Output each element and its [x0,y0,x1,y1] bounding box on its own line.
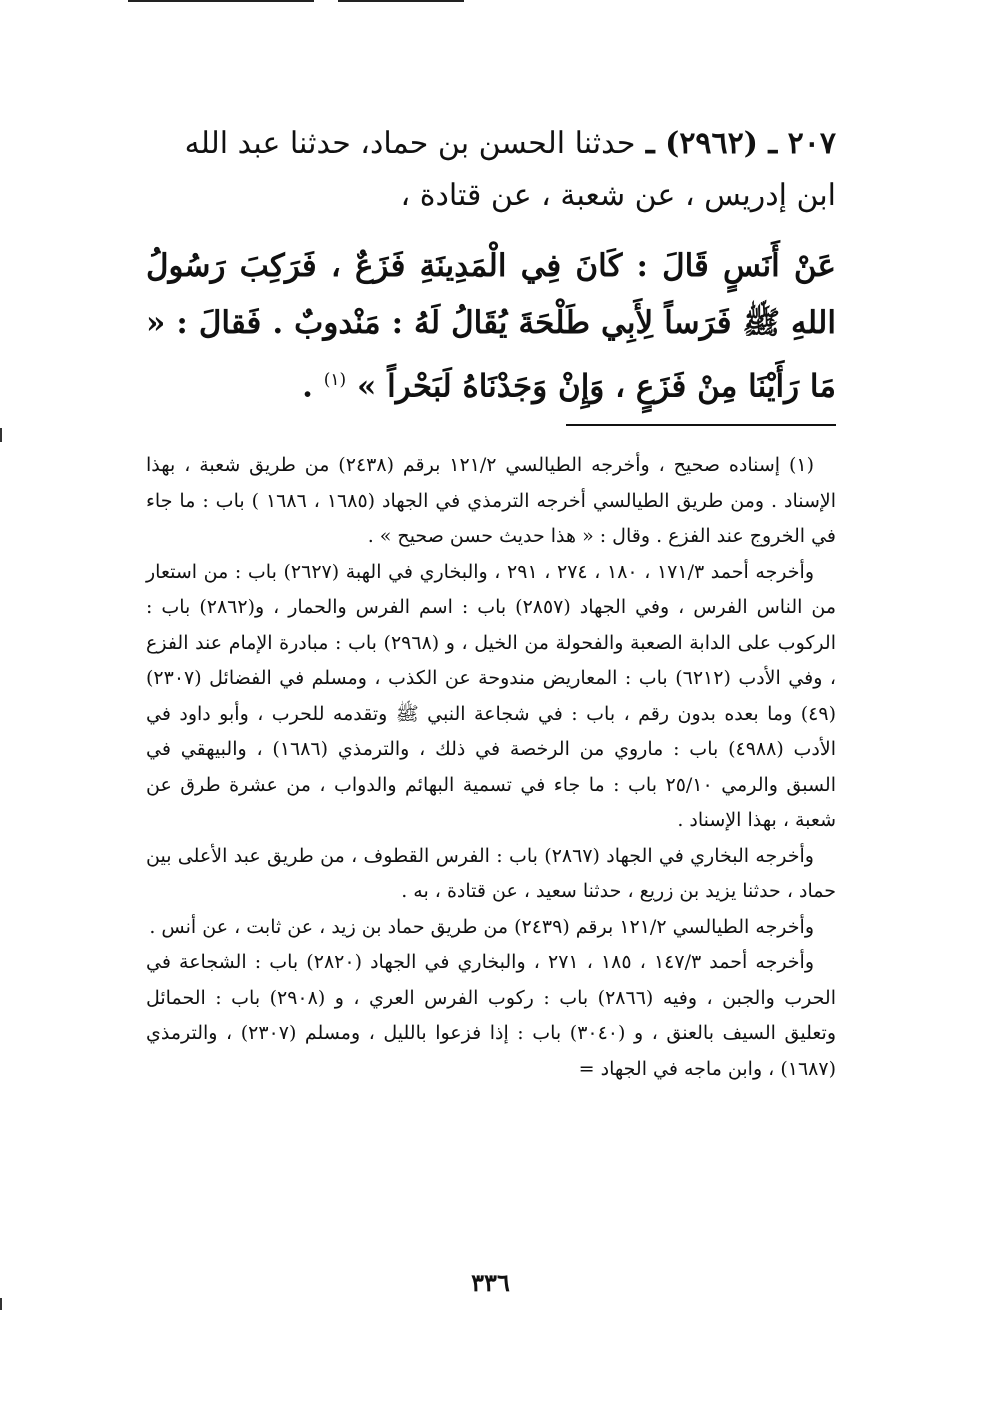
hadith-matn [146,238,836,415]
scan-margin-mark [0,1298,2,1310]
footnotes [146,448,836,1087]
page-number: ٣٣٦ [471,1268,510,1297]
matn-text: عَنْ أَنَسٍ قَالَ : كَانَ فِي الْمَدِينَةِ فَزَعٌ ، فَرَكِبَ رَسُولُ اللهِ ﷺ فَرَساً لِأَبِي طَلْحَةَ يُقَالُ لَهُ : مَنْدوبٌ . فَقالَ : [146,248,836,341]
footnote-paragraph: وأخرجه أحمد ١٧١/٣ ، ١٨٠ ، ٢٧٤ ، ٢٩١ ، والبخاري في الهبة (٢٦٢٧) باب : من استعار من الناس الفرس ، وفي الجهاد (٢٨٥٧) باب : اسم الفرس والحمار ، و(٢٨٦٢) باب : الركوب على الدابة الصعبة والفحولة من الخيل ، و (٢٩٦٨) باب : مبادرة الإمام عند الفزع ، وفي الأدب (٦٢١٢) باب : المعاريض مندوحة عن الكذب ، ومسلم في الفضائل (٢٣٠٧) (٤٩) وما بعده بدون رقم ، باب : في شجاعة النبي ﷺ وتقدمه للحرب ، وأبو داود في الأدب (٤٩٨٨) باب : ماروي من الرخصة في ذلك ، والترمذي (١٦٨٦) ، والبيهقي في السبق والرمي ٢٥/١٠ باب : ما جاء في تسمية البهائم والدواب ، من عشرة طرق عن شعبة ، بهذا الإسناد . [146,560,837,831]
isnad-line-2: ابن إدريس ، عن شعبة ، عن قتادة ، [400,178,836,213]
hadith-reference: (٢٩٦٢) [665,126,758,161]
footnote-paragraph: وأخرجه أحمد ١٤٧/٣ ، ١٨٥ ، ٢٧١ ، والبخاري في الجهاد (٢٨٢٠) باب : الشجاعة في الحرب والجبن ، وفيه (٢٨٦٦) باب : ركوب الفرس العري ، و (٢٩٠٨) باب : الحمائل وتعليق السيف بالعنق ، و (٣٠٤٠) باب : إذا فزعوا بالليل ، ومسلم (٢٣٠٧) ، والترمذي (١٦٨٧) ، وابن ماجه في الجهاد = [146,951,836,1080]
footnote-paragraph: (١) إسناده صحيح ، وأخرجه الطيالسي ١٢١/٢ برقم (٢٤٣٨) من طريق شعبة ، بهذا الإسناد . ومن طريق الطيالسي أخرجه الترمذي في الجهاد (١٦٨٥ ، ١٦٨٦ ) باب : ما جاء في الخروج عند الفزع . وقال : « هذا حديث حسن صحيح » . [146,454,837,547]
footnote-separator [566,424,836,426]
isnad-line-1: حدثنا الحسن بن حماد، حدثنا عبد الله [184,126,636,161]
scan-margin-mark [0,428,2,442]
hadith-number: ٢٠٧ [787,126,836,161]
top-rule-right [338,0,464,2]
matn-end: . [302,368,313,405]
footnote-paragraph: وأخرجه البخاري في الجهاد (٢٨٦٧) باب : الفرس القطوف ، من طريق عبد الأعلى بين حماد ، حدثنا يزيد بن زريع ، حدثنا سعيد ، عن قتادة ، به . [146,844,836,902]
main-text [146,118,836,446]
top-rule-left [128,0,314,2]
matn-quote: « مَا رَأَيْنَا مِنْ فَزَعٍ ، وَإِنْ وَجَدْنَاهُ لَبَحْراً » [146,305,836,405]
footnote-marker: (١) [323,370,347,390]
footnote-paragraph: وأخرجه الطيالسي ١٢١/٢ برقم (٢٤٣٩) من طريق حماد بن زيد ، عن ثابت ، عن أنس . [149,915,814,938]
hadith-header: ٢٠٧ ـ (٢٩٦٢) ـ حدثنا الحسن بن حماد، حدثنا عبد الله ابن إدريس ، عن شعبة ، عن قتادة ، [184,126,836,213]
